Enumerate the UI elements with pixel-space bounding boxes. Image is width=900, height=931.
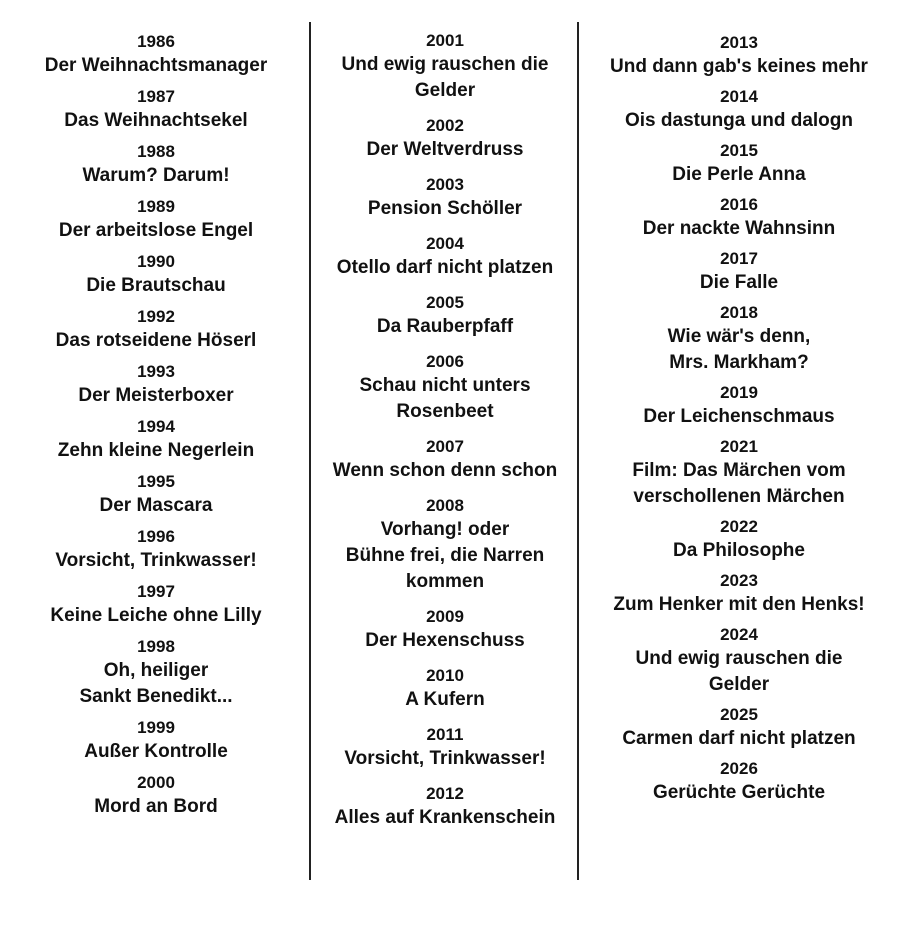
entry-year: 1987 [137,87,175,106]
list-item [672,139,805,188]
list-item [337,232,553,281]
entry-year: 1995 [137,472,175,491]
entry-year: 2007 [426,437,464,456]
entry-title: Der arbeitslose Engel [58,220,254,241]
entry-title: Die Perle Anna [672,164,806,185]
list-item [367,114,524,163]
entry-title: Film: Das Märchen vom verschollenen Märchen [632,460,846,507]
entry-year: 1997 [137,582,175,601]
list-item [643,193,836,242]
entry-year: 2023 [720,571,758,590]
list-item [84,716,228,765]
entry-year: 2000 [137,773,175,792]
list-item [632,435,845,510]
entry-year: 2013 [720,33,758,52]
entry-title: Da Philosophe [673,540,805,561]
entry-title: Vorhang! oder Bühne frei, die Narren kommen [345,519,545,592]
list-item [59,195,253,244]
entry-title: Der Leichenschmaus [643,406,835,427]
entry-year: 2025 [720,705,758,724]
list-item [405,664,485,713]
entry-year: 2002 [426,116,464,135]
entry-title: Der Mascara [99,495,213,516]
list-item [368,173,522,222]
entry-title: Vorsicht, Trinkwasser! [344,748,546,769]
entry-title: Das Weihnachtsekel [64,110,248,131]
entry-year: 2022 [720,517,758,536]
entry-title: Und dann gab's keines mehr [610,56,868,77]
list-item [622,703,855,752]
entry-year: 2012 [426,784,464,803]
list-item [94,771,218,820]
list-item [346,494,545,595]
entry-year: 2005 [426,293,464,312]
column-1 [0,0,312,930]
entry-title: Oh, heiliger Sankt Benedikt... [79,660,233,707]
entry-title: Die Brautschau [86,275,226,296]
entry-year: 2006 [426,352,464,371]
entry-title: Das rotseidene Höserl [55,330,257,351]
entry-year: 2010 [426,666,464,685]
entry-title: Da Rauberpfaff [376,316,514,337]
entry-year: 2018 [720,303,758,322]
entry-year: 2009 [426,607,464,626]
entry-title: Außer Kontrolle [84,741,228,762]
list-item [50,580,261,629]
list-item [636,623,843,698]
entry-year: 2008 [426,496,464,515]
entry-title: Ois dastunga und dalogn [625,110,853,131]
list-item [56,305,257,354]
entry-year: 2017 [720,249,758,268]
entry-title: Schau nicht unters Rosenbeet [359,375,531,422]
list-item [625,85,853,134]
list-item [365,605,524,654]
list-item [58,415,254,464]
entry-title: A Kufern [405,689,485,710]
entry-title: Zehn kleine Negerlein [57,440,255,461]
entry-year: 2024 [720,625,758,644]
entry-title: Der Weihnachtsmanager [44,55,268,76]
entry-year: 1993 [137,362,175,381]
entry-title: Und ewig rauschen die Gelder [635,648,843,695]
entry-year: 2026 [720,759,758,778]
entry-year: 1990 [137,252,175,271]
list-item [64,85,247,134]
list-item [377,291,513,340]
entry-year: 2015 [720,141,758,160]
list-item [45,30,267,79]
entry-year: 2016 [720,195,758,214]
list-item [55,525,256,574]
entry-year: 2004 [426,234,464,253]
entry-title: Alles auf Krankenschein [334,807,556,828]
entry-year: 1988 [137,142,175,161]
entry-title: Der Meisterboxer [78,385,234,406]
entry-year: 1996 [137,527,175,546]
list-item [344,723,545,772]
column-divider [309,22,311,880]
entry-title: Carmen darf nicht platzen [622,728,856,749]
entry-title: Die Falle [699,272,779,293]
list-item [700,247,778,296]
list-item [668,301,811,376]
entry-title: Pension Schöller [367,198,523,219]
entry-title: Der Weltverdruss [366,139,524,160]
list-item [342,29,549,104]
entry-title: Mord an Bord [94,796,218,817]
list-item [335,782,556,831]
list-item [86,250,225,299]
list-item [613,569,864,618]
entry-year: 2019 [720,383,758,402]
entry-title: Otello darf nicht platzen [336,257,554,278]
entry-title: Gerüchte Gerüchte [652,782,826,803]
list-item [99,470,212,519]
list-item [82,140,229,189]
list-item [333,435,558,484]
entry-year: 1986 [137,32,175,51]
list-item [673,515,805,564]
list-item [79,635,232,710]
entry-title: Wie wär's denn, Mrs. Markham? [667,326,811,373]
list-item [653,757,825,806]
entry-title: Der Hexenschuss [365,630,525,651]
entry-title: Keine Leiche ohne Lilly [50,605,262,626]
entry-year: 2011 [426,725,464,744]
entry-year: 2003 [426,175,464,194]
entry-year: 1994 [137,417,175,436]
list-item [359,350,530,425]
list-item [643,381,834,430]
entry-year: 1989 [137,197,175,216]
column-2 [312,0,578,929]
entry-title: Und ewig rauschen die Gelder [341,54,549,101]
entry-year: 2014 [720,87,758,106]
entry-title: Warum? Darum! [82,165,230,186]
entry-year: 1998 [137,637,175,656]
entry-title: Zum Henker mit den Henks! [613,594,865,615]
entry-year: 1992 [137,307,175,326]
entry-title: Der nackte Wahnsinn [642,218,836,239]
list-item [78,360,233,409]
entry-year: 2021 [720,437,758,456]
entry-year: 2001 [426,31,464,50]
list-item [610,31,868,80]
entry-title: Vorsicht, Trinkwasser! [55,550,257,571]
column-3 [578,0,900,931]
entry-year: 1999 [137,718,175,737]
entry-title: Wenn schon denn schon [332,460,558,481]
